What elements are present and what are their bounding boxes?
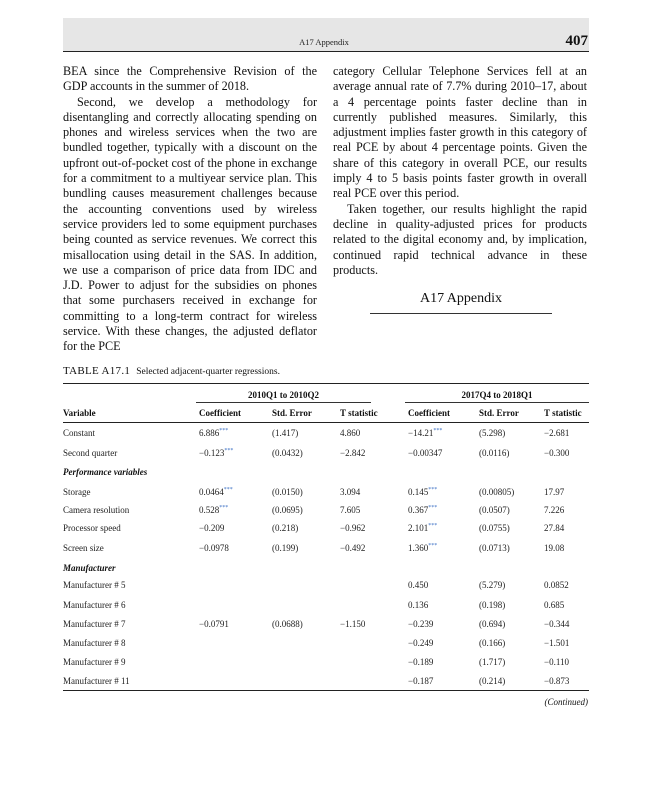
significance-marker: *** <box>428 505 438 511</box>
cell-value: Processor speed <box>63 523 121 533</box>
cell-value: (0.0432) <box>272 448 303 458</box>
table-cell <box>199 428 228 438</box>
significance-marker: *** <box>219 505 229 511</box>
table-cell <box>479 523 510 533</box>
cell-value: 7.226 <box>544 505 565 515</box>
col-t-statistic-2: T statistic <box>544 408 582 418</box>
table-cell <box>199 543 229 553</box>
significance-marker: *** <box>433 428 443 434</box>
left-paragraph-2: Second, we develop a methodology for disentangling and correctly allocating spending on phones and wireless services when the two are bundled together, typically with a discount on the upfront out-of-pocket cost of the phone in exchange for a commitment to a multiyear service plan. This bundling causes measurement challenges because the accounting conventions used by wireless service providers led to some equipment purchases being counted as service revenues. We correct this misallocation using detail in the SAS. In addition, we use a comparison of price data from IDC and J.D. Power to adjust for the subsidies on phones that some purchasers received in exchange for committing to a long-term contract for wireless service. With these changes, the adjusted deflator for the PCE <box>63 94 317 354</box>
cell-value: 0.685 <box>544 600 565 610</box>
row-label <box>63 638 125 648</box>
cell-value: Camera resolution <box>63 505 130 515</box>
table-cell <box>408 487 437 497</box>
table-cell <box>272 543 298 553</box>
row-label <box>63 428 95 438</box>
table-cell <box>544 505 564 515</box>
significance-marker: *** <box>428 487 438 493</box>
right-paragraph-1: category Cellular Telephone Services fell at an average annual rate of 7.7% during 2010–17, about a 4 percentage points faster decline than in currently published measures. Similarly, this adjustment implies faster growth in this category of real PCE by about 4 percentage points. Given the share of this category in overall PCE, our results imply 4 to 5 basis points faster growth in overall real PCE over this period. <box>333 64 587 201</box>
table-cell <box>544 600 564 610</box>
row-label <box>63 619 125 629</box>
table-cell <box>479 543 510 553</box>
right-paragraph-2: Taken together, our results highlight the rapid decline in quality-adjusted prices for products related to the digital economy and, by implication, continued rapid technical advance in these products. <box>333 201 587 277</box>
group-1-header: 2010Q1 to 2010Q2 <box>248 390 319 400</box>
cell-value: (0.0150) <box>272 487 303 497</box>
cell-value: (5.298) <box>479 428 506 438</box>
table-cell <box>272 505 303 515</box>
table-cell <box>340 428 360 438</box>
cell-value: (1.417) <box>272 428 299 438</box>
table-cell <box>544 487 564 497</box>
table-cell <box>408 505 437 515</box>
cell-value: −0.492 <box>340 543 366 553</box>
cell-value: Screen size <box>63 543 104 553</box>
cell-value: −1.501 <box>544 638 570 648</box>
table-caption-text: Selected adjacent-quarter regressions. <box>136 367 280 377</box>
page-number: 407 <box>565 33 588 49</box>
cell-value: Manufacturer # 5 <box>63 580 126 590</box>
table-cell <box>272 619 303 629</box>
cell-value: (0.00805) <box>479 487 515 497</box>
table-cell <box>408 448 442 458</box>
cell-value: (1.717) <box>479 657 506 667</box>
section-performance: Performance variables <box>63 467 148 477</box>
table-cell <box>479 448 509 458</box>
table-cell <box>408 600 428 610</box>
col-variable: Variable <box>63 408 96 418</box>
cell-value: −0.00347 <box>408 448 443 458</box>
row-label <box>63 448 117 458</box>
table-cell <box>408 638 433 648</box>
cell-value: 2.101 <box>408 523 429 533</box>
cell-value: (0.199) <box>272 543 299 553</box>
table-cell <box>408 543 437 553</box>
table-cell <box>340 505 360 515</box>
significance-marker: *** <box>224 448 234 454</box>
group-1-rule <box>196 402 371 403</box>
continued-note: (Continued) <box>544 697 588 707</box>
cell-value: (0.0688) <box>272 619 303 629</box>
significance-marker: *** <box>223 487 233 493</box>
table-cell <box>272 523 298 533</box>
table-cell <box>272 428 298 438</box>
col-std-error-1: Std. Error <box>272 408 312 418</box>
table-cell <box>340 619 365 629</box>
cell-value: 17.97 <box>544 487 565 497</box>
table-cell <box>408 580 428 590</box>
table-cell <box>199 487 233 497</box>
cell-value: −0.300 <box>544 448 570 458</box>
table-cell <box>544 657 569 667</box>
cell-value: −0.110 <box>544 657 569 667</box>
cell-value: (0.0695) <box>272 505 303 515</box>
cell-value: 3.094 <box>340 487 361 497</box>
cell-value: −0.189 <box>408 657 434 667</box>
table-cell <box>479 428 505 438</box>
cell-value: 0.528 <box>199 505 220 515</box>
cell-value: Manufacturer # 6 <box>63 600 126 610</box>
cell-value: Manufacturer # 11 <box>63 676 130 686</box>
table-cell <box>479 600 505 610</box>
table-cell <box>199 448 233 458</box>
table-cell <box>479 505 510 515</box>
cell-value: (0.166) <box>479 638 506 648</box>
cell-value: Second quarter <box>63 448 118 458</box>
cell-value: −2.681 <box>544 428 570 438</box>
col-coefficient-2: Coefficient <box>408 408 450 418</box>
cell-value: (0.0507) <box>479 505 510 515</box>
group-2-header: 2017Q4 to 2018Q1 <box>461 390 533 400</box>
cell-value: (0.694) <box>479 619 506 629</box>
cell-value: (0.0755) <box>479 523 510 533</box>
table-cell <box>544 676 569 686</box>
cell-value: (0.198) <box>479 600 506 610</box>
table-cell <box>479 619 505 629</box>
table-cell <box>544 638 569 648</box>
table-cell <box>340 543 365 553</box>
cell-value: −0.873 <box>544 676 570 686</box>
table-bottom-rule <box>63 690 589 691</box>
table-cell <box>199 523 224 533</box>
table-cell <box>199 619 229 629</box>
table-cell <box>408 428 442 438</box>
cell-value: 6.886 <box>199 428 220 438</box>
cell-value: Manufacturer # 8 <box>63 638 126 648</box>
row-label <box>63 580 125 590</box>
table-cell <box>408 657 433 667</box>
cell-value: Manufacturer # 9 <box>63 657 126 667</box>
cell-value: Storage <box>63 487 91 497</box>
table-cell <box>544 428 569 438</box>
cell-value: Constant <box>63 428 96 438</box>
table-cell <box>544 448 569 458</box>
table-cell <box>544 523 564 533</box>
cell-value: (0.0713) <box>479 543 510 553</box>
row-label <box>63 523 121 533</box>
cell-value: −0.187 <box>408 676 434 686</box>
table-cell <box>479 638 505 648</box>
cell-value: (0.214) <box>479 676 506 686</box>
group-2-rule <box>405 402 589 403</box>
table-cell <box>479 487 514 497</box>
table-cell <box>408 523 437 533</box>
significance-marker: *** <box>219 428 229 434</box>
table-cell <box>544 619 569 629</box>
table-cell <box>544 543 564 553</box>
cell-value: 0.450 <box>408 580 429 590</box>
row-label <box>63 487 91 497</box>
col-std-error-2: Std. Error <box>479 408 519 418</box>
table-cell <box>340 448 365 458</box>
cell-value: 4.860 <box>340 428 361 438</box>
cell-value: 27.84 <box>544 523 565 533</box>
cell-value: 7.605 <box>340 505 361 515</box>
cell-value: −0.209 <box>199 523 225 533</box>
appendix-heading-rule <box>370 313 552 314</box>
cell-value: −0.123 <box>199 448 225 458</box>
cell-value: 0.0464 <box>199 487 224 497</box>
table-top-rule <box>63 383 589 384</box>
cell-value: −0.249 <box>408 638 434 648</box>
table-cell <box>479 676 505 686</box>
cell-value: 0.136 <box>408 600 429 610</box>
cell-value: 0.367 <box>408 505 429 515</box>
cell-value: −0.344 <box>544 619 570 629</box>
cell-value: (0.0116) <box>479 448 510 458</box>
cell-value: 1.360 <box>408 543 429 553</box>
table-cell <box>272 448 303 458</box>
cell-value: 0.145 <box>408 487 429 497</box>
significance-marker: *** <box>428 523 438 529</box>
table-cell <box>199 505 228 515</box>
cell-value: −0.0978 <box>199 543 229 553</box>
col-coefficient-1: Coefficient <box>199 408 241 418</box>
cell-value: −1.150 <box>340 619 366 629</box>
col-t-statistic-1: T statistic <box>340 408 378 418</box>
table-cell <box>272 487 303 497</box>
significance-marker: *** <box>428 543 438 549</box>
row-label <box>63 505 129 515</box>
table-caption <box>63 365 280 377</box>
cell-value: −14.21 <box>408 428 434 438</box>
cell-value: 19.08 <box>544 543 565 553</box>
row-label <box>63 543 104 553</box>
cell-value: −2.842 <box>340 448 366 458</box>
cell-value: −0.0791 <box>199 619 229 629</box>
cell-value: −0.962 <box>340 523 366 533</box>
table-cell <box>479 657 505 667</box>
table-label: TABLE A17.1 <box>63 365 131 377</box>
row-label <box>63 676 130 686</box>
left-column <box>63 64 317 355</box>
table-cell <box>408 676 433 686</box>
table-cell <box>544 580 569 590</box>
left-paragraph-1: BEA since the Comprehensive Revision of the GDP accounts in the summer of 2018. <box>63 64 317 94</box>
header-bottom-rule <box>63 422 589 423</box>
cell-value: Manufacturer # 7 <box>63 619 126 629</box>
section-manufacturer: Manufacturer <box>63 563 116 573</box>
cell-value: (5.279) <box>479 580 506 590</box>
right-column <box>333 64 587 278</box>
table-cell <box>408 619 433 629</box>
appendix-heading: A17 Appendix <box>419 291 503 306</box>
table-cell <box>479 580 505 590</box>
cell-value: (0.218) <box>272 523 299 533</box>
cell-value: 0.0852 <box>544 580 569 590</box>
row-label <box>63 600 125 610</box>
header-rule <box>63 51 589 52</box>
running-title: A17 Appendix <box>299 37 349 47</box>
cell-value: −0.239 <box>408 619 434 629</box>
table-cell <box>340 523 365 533</box>
table-cell <box>340 487 360 497</box>
row-label <box>63 657 125 667</box>
